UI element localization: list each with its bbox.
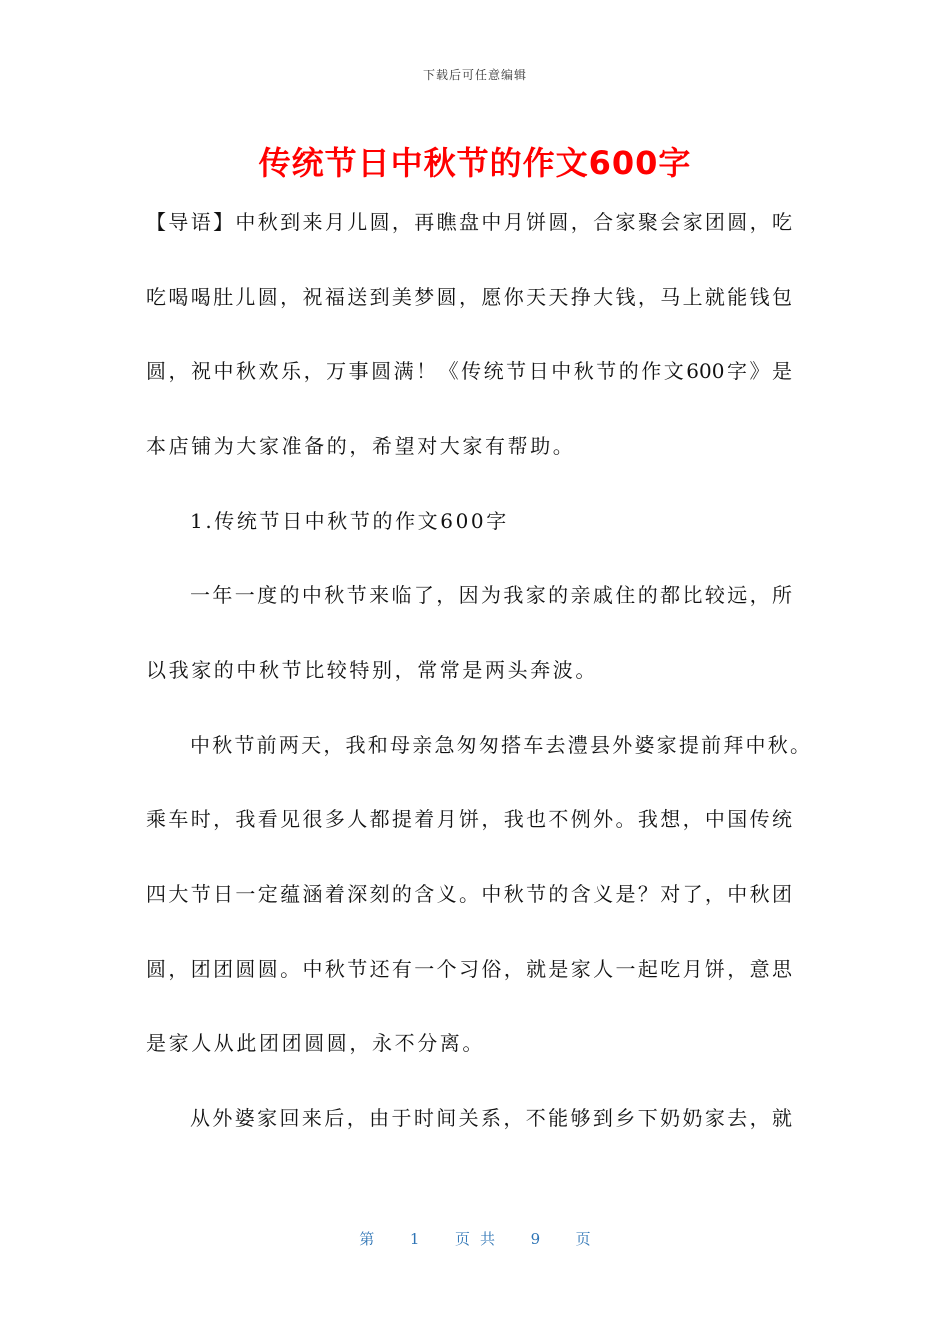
body-line-3: 圆，祝中秋欢乐，万事圆满！《传统节日中秋节的作文600字》是	[146, 359, 792, 383]
body-line-13: 从外婆家回来后，由于时间关系，不能够到乡下奶奶家去，就	[190, 1106, 792, 1130]
section-heading: 1.传统节日中秋节的作文600字	[190, 509, 509, 533]
footer-page-suffix: 页共	[454, 1230, 505, 1248]
footer-total-pages: 9	[530, 1230, 541, 1248]
footer-page-label: 第	[359, 1230, 375, 1248]
body-line-6: 一年一度的中秋节来临了，因为我家的亲戚住的都比较远，所	[190, 583, 792, 607]
body-line-9: 乘车时，我看见很多人都提着月饼，我也不例外。我想，中国传统	[146, 807, 792, 831]
body-line-4: 本店铺为大家准备的，希望对大家有帮助。	[146, 434, 576, 458]
footer-page-number: 1	[409, 1230, 420, 1248]
page-footer	[0, 1228, 950, 1249]
body-line-10: 四大节日一定蕴涵着深刻的含义。中秋节的含义是？对了，中秋团	[146, 882, 792, 906]
body-line-2: 吃喝喝肚儿圆，祝福送到美梦圆，愿你天天挣大钱，马上就能钱包	[146, 285, 792, 309]
body-line-12: 是家人从此团团圆圆，永不分离。	[146, 1031, 485, 1055]
body-line-11: 圆，团团圆圆。中秋节还有一个习俗，就是家人一起吃月饼，意思	[146, 957, 792, 981]
body-line-1: 【导语】中秋到来月儿圆，再瞧盘中月饼圆，合家聚会家团圆，吃	[146, 210, 792, 234]
body-line-7: 以我家的中秋节比较特别，常常是两头奔波。	[146, 658, 598, 682]
header-note: 下载后可任意编辑	[422, 68, 527, 82]
document-title: 传统节日中秋节的作文600字	[258, 144, 692, 182]
footer-total-suffix: 页	[575, 1230, 591, 1248]
body-line-8: 中秋节前两天，我和母亲急匆匆搭车去澧县外婆家提前拜中秋。	[190, 733, 810, 757]
